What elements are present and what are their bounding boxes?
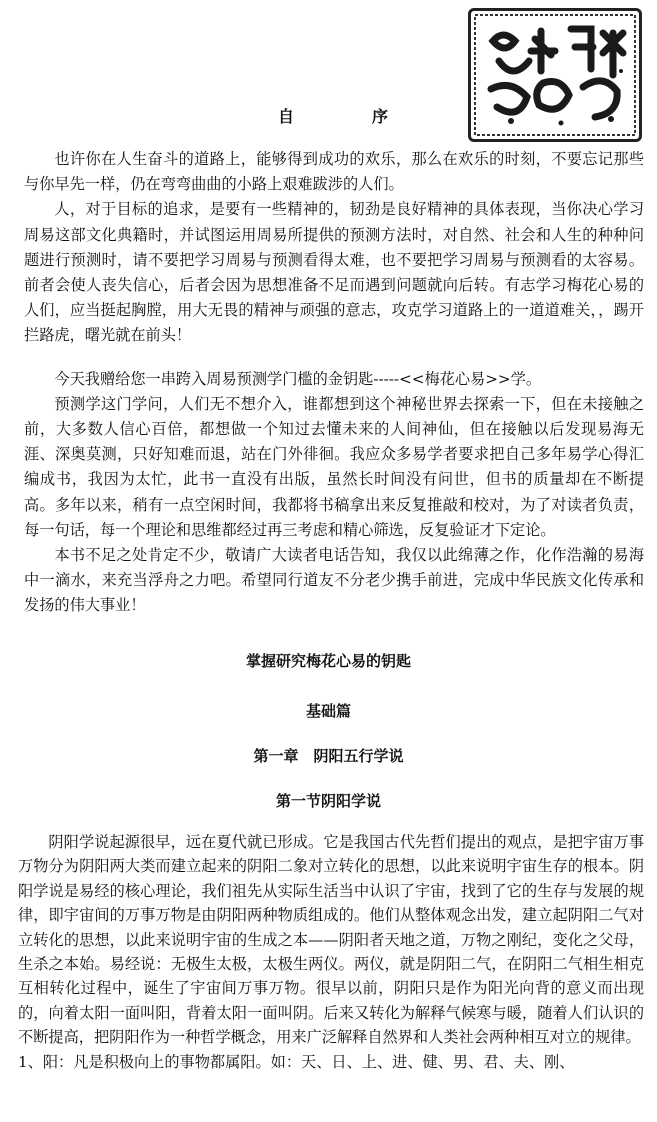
part-heading: 基础篇: [305, 702, 351, 720]
section-body: [18, 830, 644, 1074]
preface-paragraph: 人，对于目标的追求，是要有一些精神的，韧劲是良好精神的具体表现，当你决心学习周易这部文化典籍时，并试图运用周易所提供的预测方法时，对自然、社会和人生的种种问题进行预测时，请不要把学习周易与预测看得太难，也不要把学习周易与预测看的太容易。前者会使人丧失信心，后者会因为思想准备不足而遇到问题就向后转。有志学习梅花心易的人们，应当挺起胸膛，用大无畏的精神与顽强的意志，攻克学习道路上的一道道难关，，踢开拦路虎，曙光就在前头！: [24, 200, 644, 345]
book-heading: 掌握研究梅花心易的钥匙: [245, 652, 411, 670]
preface-paragraph: 也许你在人生奋斗的道路上，能够得到成功的欢乐，那么在欢乐的时刻，不要忘记那些与你早先一样，仍在弯弯曲曲的小路上艰难跋涉的人们。: [24, 150, 644, 194]
preface-title: [0, 104, 657, 134]
preface-title-char-2: 序: [372, 107, 389, 126]
preface-paragraph: 今天我赠给您一串跨入周易预测学门槛的金钥匙-----<<梅花心易>>学。: [54, 369, 542, 388]
section-heading: 第一节阴阳学说: [275, 792, 381, 810]
chapter-heading: 第一章 阴阳五行学说: [253, 747, 404, 765]
preface-title-char-1: 自: [278, 107, 295, 126]
preface-paragraph: 预测学这门学问，人们无不想介入，谁都想到这个神秘世界去探索一下，但在未接触之前，大多数人信心百倍，都想做一个知过去懂未来的人间神仙，但在接触以后发现易海无涯、深奥莫测，只好知难而退，站在门外徘徊。我应众多易学者要求把自己多年易学心得汇编成书，我因为太忙，此书一直没有出版，虽然长时间没有问世，但书的质量却在不断提高。多年以来，稍有一点空闲时间，我都将书稿拿出来反复推敲和校对，为了对读者负责，每一句话，每一个理论和思维都经过再三考虑和精心筛选，反复验证才下定论。: [24, 394, 644, 539]
body-paragraph: 阴阳学说起源很早，远在夏代就已形成。它是我国古代先哲们提出的观点，是把宇宙万事万物分为阴阳两大类而建立起来的阴阳二象对立转化的思想，以此来说明宇宙生存的根本。阴阳学说是易经的核心理论，我们祖先从实际生活当中认识了宇宙，找到了它的生存与发展的规律，即宇宙间的万事万物是由阴阳两种物质组成的。他们从整体观念出发，建立起阴阳二气对立转化的思想，以此来说明宇宙的生成之本——阴阳者天地之道，万物之刚纪，变化之父母，生杀之本始。易经说：无极生太极，太极生两仪。两仪，就是阴阳二气，在阴阳二气相生相克互相转化过程中，诞生了宇宙间万事万物。很早以前，阴阳只是作为阳光向背的意义而出现的，向着太阳一面叫阳，背着太阳一面叫阴。后来又转化为解释气候寒与暖，随着人们认识的不断提高，把阴阳作为一种哲学概念，用来广泛解释自然界和人类社会两种相互对立的规律。: [18, 833, 644, 1047]
preface-paragraph: 本书不足之处肯定不少，敬请广大读者电话告知，我仅以此绵薄之作，化作浩瀚的易海中一滴水，来充当浮舟之力吧。希望同行道友不分老少携手前进，完成中华民族文化传承和发扬的伟大事业！: [24, 546, 644, 615]
list-item: 1、阳：凡是积极向上的事物都属阳。如：天、日、上、进、健、男、君、夫、刚、: [18, 1052, 575, 1071]
preface-text: [24, 147, 644, 619]
